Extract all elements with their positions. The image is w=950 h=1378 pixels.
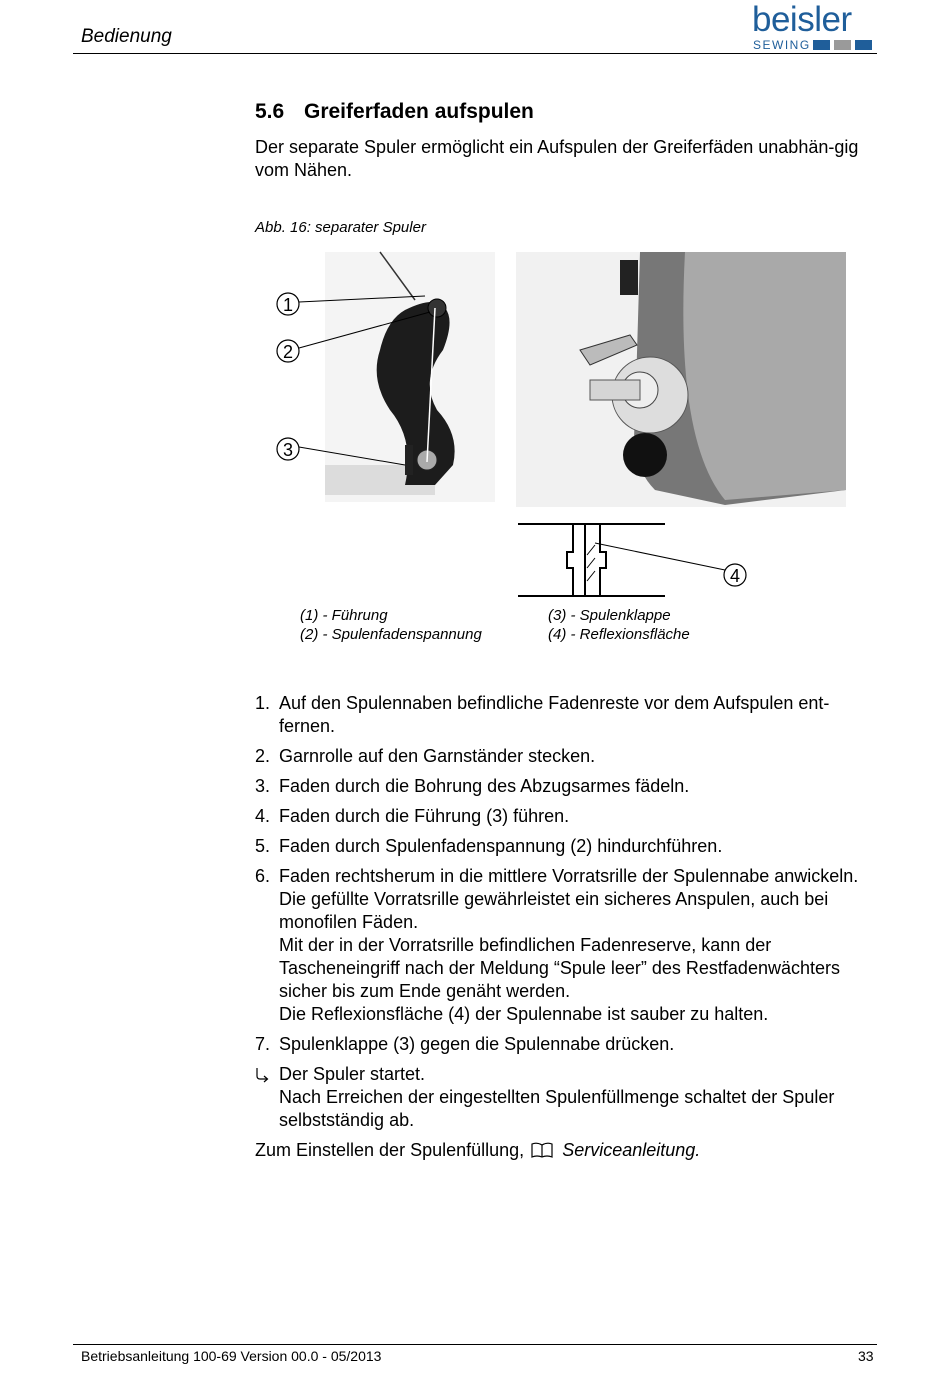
step-number: 5.	[255, 836, 271, 856]
page-number: 33	[858, 1348, 874, 1364]
footer-divider	[73, 1344, 877, 1345]
logo-subtitle: SEWING	[753, 38, 811, 52]
step-number: 1.	[255, 693, 271, 713]
detail-reflection-surface	[518, 524, 725, 596]
step-6	[255, 865, 885, 1026]
photo-winder-hub	[516, 252, 846, 507]
step-number: 3.	[255, 776, 271, 796]
beisler-logo	[750, 2, 880, 54]
step-text: Garnrolle auf den Garnständer stecken.	[279, 746, 596, 766]
step-5	[255, 835, 885, 858]
callout-2: 2	[282, 342, 294, 362]
step-text: Faden rechtsherum in die mittlere Vorratsrille der Spulennabe anwickeln.	[279, 866, 859, 886]
step-text: Spulenklappe (3) gegen die Spulennabe drücken.	[279, 1034, 675, 1054]
logo-wordmark: beisler	[752, 0, 852, 39]
service-manual-reference[interactable]: Serviceanleitung.	[562, 1140, 701, 1160]
step-3	[255, 775, 885, 798]
step-4	[255, 805, 885, 828]
section-title: Greiferfaden aufspulen	[304, 100, 534, 123]
callout-4: 4	[729, 566, 741, 586]
step-text: Faden durch die Führung (3) führen.	[279, 806, 570, 826]
step-number: 7.	[255, 1034, 271, 1054]
callout-1: 1	[282, 295, 294, 315]
book-icon	[531, 1141, 553, 1159]
step-text: Auf den Spulennaben befindliche Fadenreste vor dem Aufspulen ent-fernen.	[279, 693, 830, 736]
section-number: 5.6	[255, 100, 285, 123]
photo-winder-arm	[325, 252, 495, 502]
step-1	[255, 692, 885, 738]
figure-separate-winder	[255, 240, 885, 665]
logo-square-blue-2	[855, 40, 872, 50]
section-heading	[255, 100, 534, 124]
step-note: Mit der in der Vorratsrille befindlichen Fadenreserve, kann der Tascheneingriff nach der Meldung “Spule leer” des Restfadenwächters sicher bis zum Ende genäht werden.	[279, 935, 840, 1001]
closing-paragraph	[255, 1139, 885, 1162]
intro-paragraph: Der separate Spuler ermöglicht ein Aufspulen der Greiferfäden unabhän-gig vom Nähen.	[255, 137, 859, 180]
step-note: Die Reflexionsfläche (4) der Spulennabe ist sauber zu halten.	[279, 1004, 769, 1024]
running-header: Bedienung	[81, 26, 172, 47]
legend-item-3: (3) - Spulenklappe	[548, 607, 671, 624]
step-number: 2.	[255, 746, 271, 766]
instruction-list	[255, 692, 885, 1162]
step-note: Die gefüllte Vorratsrille gewährleistet ein sicheres Anspulen, auch bei monofilen Fäden.	[279, 889, 829, 932]
legend-item-4: (4) - Reflexionsfläche	[548, 626, 690, 643]
result-note: Nach Erreichen der eingestellten Spulenfüllmenge schaltet der Spuler selbstständig ab.	[279, 1087, 835, 1130]
step-text: Faden durch die Bohrung des Abzugsarmes fädeln.	[279, 776, 690, 796]
step-2	[255, 745, 885, 768]
logo-square-blue	[813, 40, 830, 50]
step-text: Faden durch Spulenfadenspannung (2) hindurchführen.	[279, 836, 723, 856]
legend-item-1: (1) - Führung	[300, 607, 388, 624]
logo-square-gray	[834, 40, 851, 50]
figure-caption: Abb. 16: separater Spuler	[255, 219, 426, 236]
callout-3: 3	[282, 440, 294, 460]
closing-text: Zum Einstellen der Spulenfüllung,	[255, 1140, 525, 1160]
step-number: 6.	[255, 866, 271, 886]
step-number: 4.	[255, 806, 271, 826]
result-arrow-icon	[255, 1067, 271, 1083]
footer-document-info: Betriebsanleitung 100-69 Version 00.0 - 05/2013	[81, 1348, 382, 1364]
step-result	[255, 1063, 885, 1132]
legend-item-2: (2) - Spulenfadenspannung	[300, 626, 482, 643]
step-7	[255, 1033, 885, 1056]
result-text: Der Spuler startet.	[279, 1064, 426, 1084]
figure-drawing	[255, 240, 885, 660]
